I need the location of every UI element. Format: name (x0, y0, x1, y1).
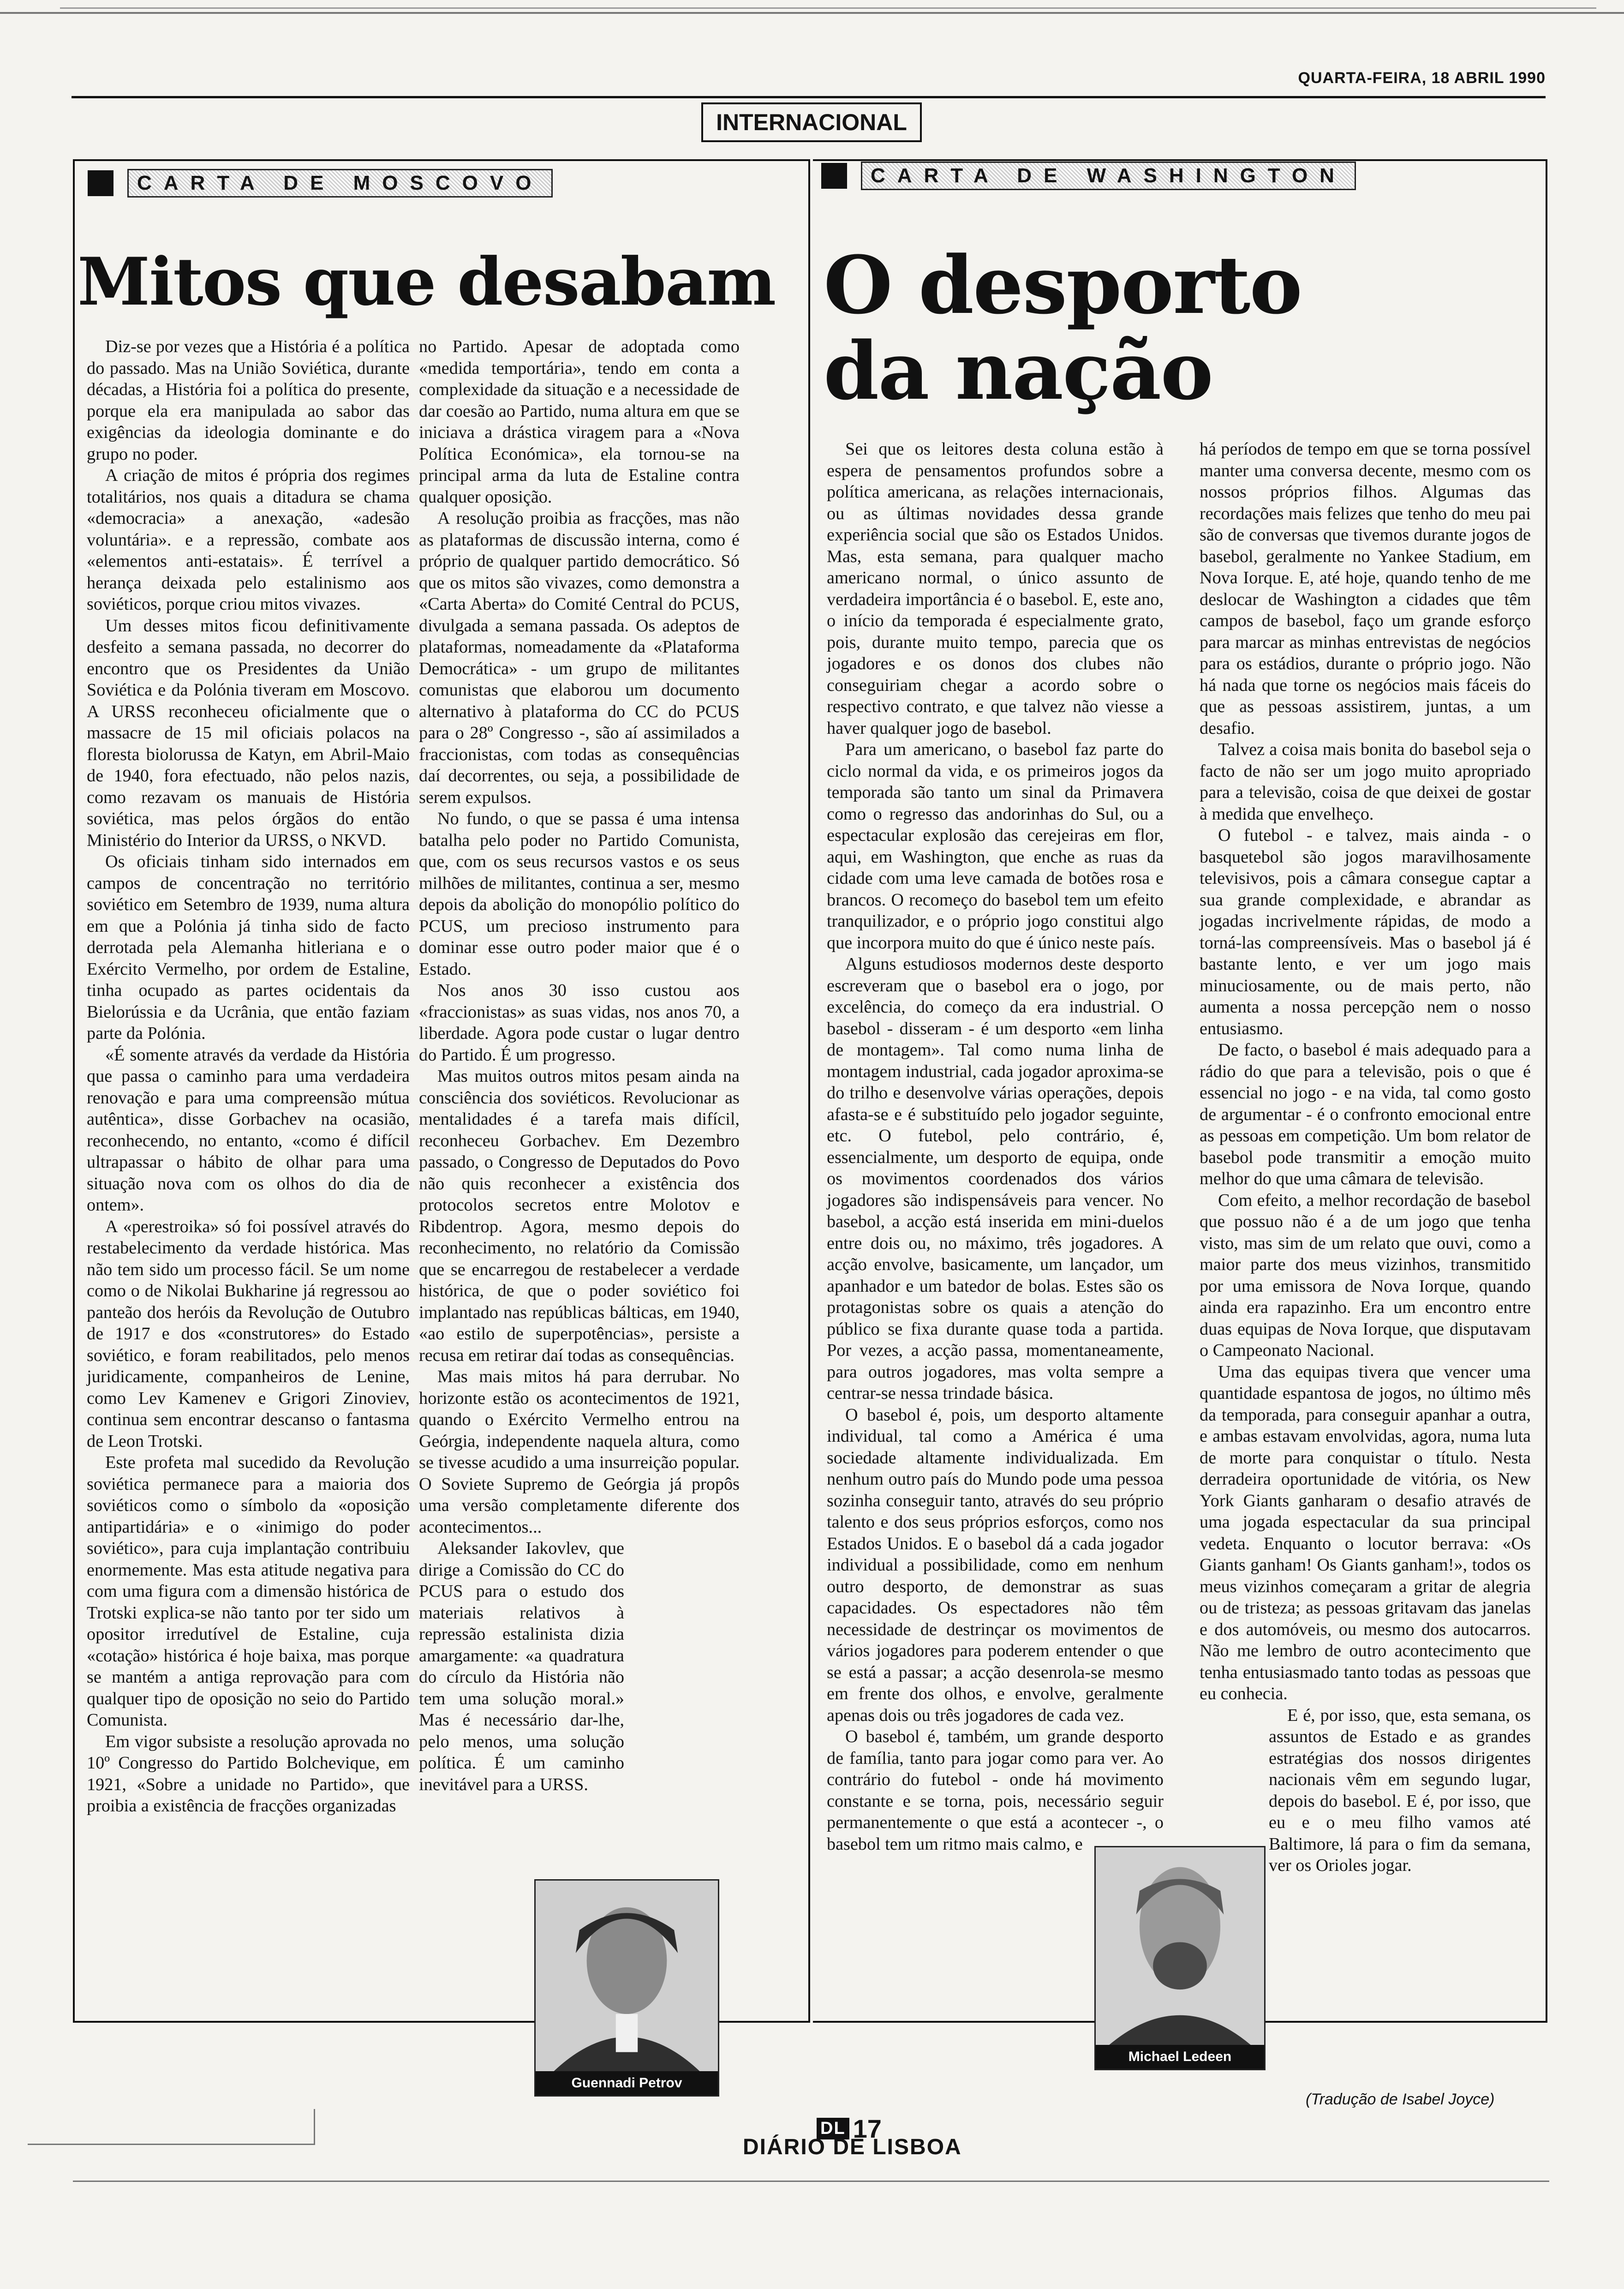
scan-corner-mark (28, 2109, 315, 2145)
paragraph: há períodos de tempo em que se torna possível manter uma conversa decente, mesmo com os nossos próprios filhos. Algumas das recordações mais felizes que tenho do meu pai são de conversas que tivemos durante jogos de basebol, geralmente no Yankee Stadium, em Nova Iorque. E, até hoje, quando tenho de me deslocar de Washington a cidades que têm campos de basebol, faço um grande esforço para marcar as minhas entrevistas de negócios para os estádios, durante o próprio jogo. Não há nada que torne os negócios mais fáceis do que as pessoas assistirem, juntas, a um desafio. (1200, 439, 1531, 738)
footer-masthead: DIÁRIO DE LISBOA (743, 2135, 962, 2159)
paragraph: Mas muitos outros mitos pesam ainda na consciência dos soviéticos. Revolucionar as mentalidades é a tarefa mais difícil, reconheceu Gorbachev. Em Dezembro passado, o Congresso de Deputados do Povo não quis reconhecer a existência dos protocolos secretos entre Molotov e Ribdentrop. Agora, mesmo depois do reconhecimento, no relatório da Comissão que se encarregou de restabelecer a verdade histórica, de que o poder soviético foi implantado nas repúblicas bálticas, em 1940, «ao estilo de superpotências», persiste a recusa em retirar daí todas as consequências. (419, 1067, 740, 1365)
photo-caption: Guennadi Petrov (536, 2071, 718, 2095)
paragraph: Para um americano, o basebol faz parte do ciclo normal da vida, e os primeiros jogos da temporada são tanto um sinal da Primavera como o regresso das andorinhas do Sul, ou a espectacular explosão das cerejeiras em flor, aqui, em Washington, que enche as ruas da cidade com uma leve camada de botões rosa e brancos. O recomeço do basebol tem um efeito tranquilizador, e o próprio jogo constitui algo que incorpora muito do que é único neste país. (827, 740, 1164, 953)
paragraph: no Partido. Apesar de adoptada como «medida temportária», tendo em conta a complexidade da situação e a necessidade de dar coesão ao Partido, numa altura em que se iniciava a drástica viragem para a «Nova Política Económica», ela tornou-se na principal arma da luta de Estaline contra qualquer oposição. (419, 337, 740, 507)
portrait-icon (1096, 1847, 1264, 2045)
paragraph: Mas mais mitos há para derrubar. No horizonte estão os acontecimentos de 1921, quando o Exército Vermelho entrou na Geórgia, independente naquela altura, como se tivesse acudido a uma insurreição popular. O Soviete Supremo de Geórgia já propôs uma versão completamente diferente dos acontecimentos... (419, 1367, 740, 1537)
scan-edge-line (60, 7, 1596, 9)
kicker-square-icon (88, 170, 113, 196)
page-number-value: 17 (853, 2114, 882, 2143)
paragraph: Alguns estudiosos modernos deste desporto escreveram que o basebol era o jogo, por excelência, do começo da era industrial. O basebol - disseram - é um desporto «em linha de montagem». Tal como numa linha de montagem industrial, cada jogador aproxima-se do trilho e desenvolve várias operações, depois afasta-se e é substituído pelo jogador seguinte, etc. O futebol, pelo contrário, é, essencialmente, um desporto de equipa, onde os movimentos coordenados dos vários jogadores são indispensáveis para vencer. No basebol, a acção está inserida em mini-duelos entre dois ou, no máximo, três jogadores. A acção envolve, basicamente, um lançador, um apanhador e um batedor de bolas. Estes são os protagonistas sobre os quais a atenção do público se fixa durante quase toda a partida. Por vezes, a acção passa, momentaneamente, para outros jogadores, mas volta sempre a centrar-se nessa trindade básica. (827, 954, 1164, 1403)
headline-line: O desporto (824, 238, 1302, 332)
paragraph: «É somente através da verdade da História que passa o caminho para uma verdadeira renovação e para uma compreensão mútua autêntica», disse Gorbachev na ocasião, reconhecendo, no entanto, «como é difícil ultrapassar o hábito de olhar para uma situação nova com os olhos do dia de ontem». (87, 1045, 410, 1215)
author-photo-ledeen (1094, 1846, 1266, 2070)
paragraph: O basebol é, também, um grande desporto de família, tanto para jogar como para ver. Ao contrário do futebol - onde há movimento constante e se torna, pois, necessário seguir permanentemente o que está a acontecer -, o basebol tem um ritmo mais calmo, e (827, 1727, 1164, 1854)
paragraph: De facto, o basebol é mais adequado para a rádio do que para a televisão, pois o que é essencial no jogo - e na vida, tal como gosto de argumentar - é o confronto emocional entre as pessoas em competição. Um bom relator de basebol pode transmitir a emoção muito melhor do que uma câmara de televisão. (1200, 1040, 1531, 1188)
kicker-label: CARTA DE MOSCOVO (127, 169, 553, 198)
kicker-square-icon (821, 163, 847, 189)
headline-right (824, 238, 1543, 418)
paragraph: Aleksander Iakovlev, que dirige a Comissão do CC do PCUS para o estudo dos materiais relativos à repressão estalinista dizia amargamente: «a quadratura do círculo da História não tem uma solução moral.» Mas é necessário dar-lhe, pelo menos, uma solução política. É um caminho inevitável para a URSS. (419, 1539, 624, 1794)
page-date: QUARTA-FEIRA, 18 ABRIL 1990 (1298, 69, 1546, 87)
paragraph: O futebol - e talvez, mais ainda - o basquetebol são jogos maravilhosamente televisivos, pois a câmara consegue captar a sua grande complexidade, e abrandar as jogadas incrivelmente rápidas, de modo a torná-las compreensíveis. Mas o basebol já é bastante lento, e ver um jogo mais minuciosamente, ou de mais perto, não aumenta a nossa percepção nem o nosso entusiasmo. (1200, 826, 1531, 1038)
section-title: INTERNACIONAL (701, 102, 922, 142)
paragraph: Este profeta mal sucedido da Revolução soviética permanece para a maioria dos soviéticos como o símbolo da «oposição antipartidária» e o «inimigo do poder soviético», para cuja implantação contribuiu enormemente. Mas esta atitude negativa para com uma figura com a dimensão histórica de Trotski explica-se não tanto por ter sido um opositor irredutível de Estaline, cuja «cotação» histórica é hoje baixa, mas porque se mantém a antiga reprovação para com qualquer tipo de oposição no seio do Partido Comunista. (87, 1453, 410, 1730)
scan-edge (0, 0, 1624, 14)
paragraph: Uma das equipas tivera que vencer uma quantidade espantosa de jogos, no último mês da temporada, para conseguir apanhar a outra, e ambas estavam envolvidas, agora, numa luta de morte para conquistar o título. Nesta derradeira oportunidade de vitória, os New York Giants ganharam o desafio através de uma jogada espectacular da sua principal vedeta. Enquanto o locutor berrava: «Os Giants ganham! Os Giants ganham!», todos os meus vizinhos começaram a gritar de alegria ou de tristeza; as pessoas gritavam das janelas e dos automóveis, ou mesmo dos autocarros. Não me lembro de outro acontecimento que tenha entusiasmado tanto todas as pessoas que eu conhecia. (1200, 1362, 1531, 1703)
paragraph: A resolução proibia as fracções, mas não as plataformas de discussão interna, como é próprio de qualquer partido democrático. Só que os mitos são vivazes, como demonstra a «Carta Aberta» do Comité Central do PCUS, divulgada a semana passada. Os adeptos de plataformas, nomeadamente da «Plataforma Democrática» - um grupo de militantes comunistas que elaborou um documento alternativo à plataforma do CC do PCUS para o 28º Congresso -, são aí assimilados a fraccionistas, com todas as consequências daí decorrentes, ou seja, a possibilidade de serem expulsos. (419, 509, 740, 807)
portrait-icon (536, 1881, 718, 2071)
footer-rule (73, 2181, 1549, 2182)
headline-line: da nação (824, 324, 1212, 418)
kicker-label: CARTA DE WASHINGTON (861, 162, 1356, 190)
article-column-left-2 (419, 336, 740, 1795)
paragraph: No fundo, o que se passa é uma intensa batalha pelo poder no Partido Comunista, que, com os seus recursos vastos e os seus milhões de militantes, continua a ser, mesmo depois da abolição do monopólio político do PCUS, um precioso instrumento para dominar esse outro poder maior que é o Estado. (419, 809, 740, 979)
paragraph: Diz-se por vezes que a História é a política do passado. Mas na União Soviética, durante décadas, a História foi a política do presente, porque ela era manipulada ao sabor das exigências da ideologia dominante e do grupo no poder. (87, 337, 410, 464)
paragraph: Em vigor subsiste a resolução aprovada no 10º Congresso do Partido Bolchevique, em 1921, «Sobre a unidade no Partido», que proibia a existência de fracções organizadas (87, 1732, 410, 1816)
header-rule (72, 96, 1546, 98)
author-photo-petrov (534, 1879, 719, 2097)
article-column-right-1 (827, 438, 1164, 1855)
paragraph: Os oficiais tinham sido internados em campos de concentração no território soviético em Setembro de 1939, numa altura em que a Polónia já tinha sido de facto derrotada pela Alemanha hitleriana e o Exército Vermelho, por ordem de Estaline, tinha ocupado as partes ocidentais da Bielorússia e da Ucrânia, que então faziam parte da Polónia. (87, 852, 410, 1043)
article-column-right-2 (1200, 438, 1531, 1876)
article-column-left-1 (87, 336, 410, 1817)
paragraph: Talvez a coisa mais bonita do basebol seja o facto de não ser um jogo muito apropriado para a televisão, coisa de que deixei de gostar à medida que envelheço. (1200, 740, 1531, 824)
kicker-washington (821, 162, 1356, 190)
paragraph: Um desses mitos ficou definitivamente desfeito a semana passada, no decorrer do encontro que os Presidentes da União Soviética e da Polónia tiveram em Moscovo. A URSS reconheceu oficialmente que o massacre de 15 mil oficiais polacos na floresta biolorussa de Katyn, em Abril-Maio de 1940, fora efectuado, não pelos nazis, como rezavam os manuais de História soviética, mas pelos órgãos do então Ministério do Interior da URSS, o NKVD. (87, 616, 410, 850)
newspaper-logo-icon: DL (817, 2118, 849, 2139)
paragraph: A criação de mitos é própria dos regimes totalitários, nos quais a ditadura se chama «democracia» a anexação, «adesão voluntária». e a repressão, combate aos «elementos anti-estatais». É terrível a herança deixada pelo estalinismo aos soviéticos, porque criou mitos vivazes. (87, 466, 410, 614)
paragraph: Nos anos 30 isso custou aos «fraccionistas» as suas vidas, nos anos 70, a liberdade. Agora pode custar o lugar dentro do Partido. É um progresso. (419, 981, 740, 1065)
translation-credit: (Tradução de Isabel Joyce) (1306, 2091, 1495, 2108)
headline-left: Mitos que desabam (78, 244, 776, 320)
photo-caption: Michael Ledeen (1096, 2045, 1264, 2069)
paragraph: Com efeito, a melhor recordação de basebol que possuo não é a de um jogo que tenha visto, mas sim de um relato que ouvi, como a maior parte dos meus vizinhos, transmitido por uma emissora de Nova Iorque, quando ainda era rapazinho. Era um encontro entre duas equipas de Nova Iorque, que disputavam o Campeonato Nacional. (1200, 1190, 1531, 1360)
paragraph: Sei que os leitores desta coluna estão à espera de pensamentos profundos sobre a política americana, as relações internacionais, ou as últimas novidades dessa grande experiência social que são os Estados Unidos. Mas, esta semana, para qualquer macho americano normal, o único assunto de verdadeira importância é o basebol. E, este ano, o início da temporada é especialmente grato, pois, durante muito tempo, parecia que os jogadores e os donos dos clubes não conseguiriam chegar a acordo sobre o respectivo contrato, e que talvez não viesse a haver qualquer jogo de basebol. (827, 439, 1164, 738)
paragraph: O basebol é, pois, um desporto altamente individual, tal como a América é uma sociedade altamente individualizada. Em nenhum outro país do Mundo pode uma pessoa sozinha conseguir tanto, através do seu próprio talento e dos seus próprios esforços, como nos Estados Unidos. E o basebol dá a cada jogador individual a possibilidade, como em nenhum outro desporto, de demonstrar as suas capacidades. Os espectadores não têm necessidade de destrinçar os movimentos de vários jogadores para poderem entender o que se está a passar; a acção desenrola-se mesmo em frente dos olhos, e envolve, geralmente apenas dois ou três jogadores de cada vez. (827, 1405, 1164, 1725)
paragraph: A «perestroika» só foi possível através do restabelecimento da verdade histórica. Mas não tem sido um processo fácil. Se um nome como o de Nikolai Bukharine já regressou ao panteão dos heróis da Revolução de Outubro de 1917 e dos «construtores» do Estado soviético, e foram reabilitados, pelo menos juridicamente, companheiros de Lenine, como Lev Kamenev e Grigori Zinoviev, continua sem encontrar descanso o fantasma de Leon Trotski. (87, 1216, 410, 1451)
kicker-moscow (88, 169, 553, 198)
paragraph: E é, por isso, que, esta semana, os assuntos de Estado e as grandes estratégias dos nossos dirigentes nacionais vêm em segundo lugar, depois do basebol. E é, por isso, que eu e o meu filho vamos até Baltimore, lá para o fim da semana, ver os Orioles jogar. (1269, 1705, 1531, 1875)
